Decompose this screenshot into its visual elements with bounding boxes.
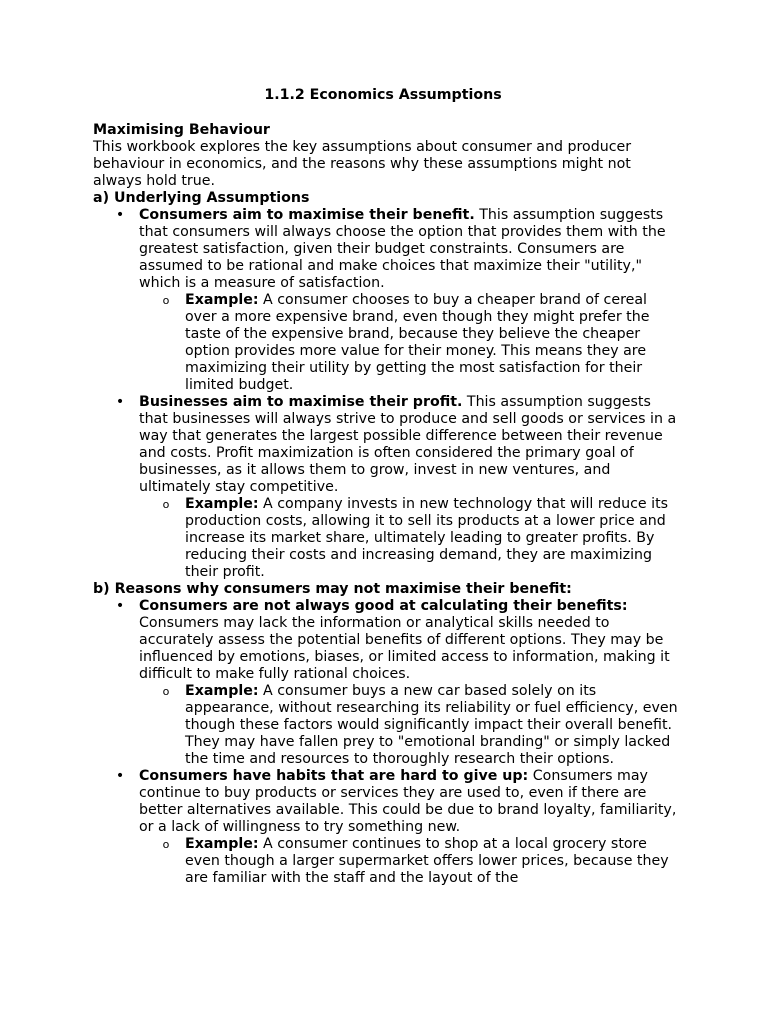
example-label: Example: <box>185 496 259 512</box>
item-lead: Consumers are not always good at calculating their benefits: <box>139 598 628 614</box>
bullet-icon: • <box>115 394 125 410</box>
part-b-heading: b) Reasons why consumers may not maximise their benefit: <box>93 581 572 597</box>
bullet-icon: • <box>115 768 125 784</box>
example-text: A consumer chooses to buy a cheaper brand of cereal over a more expensive brand, even though they might prefer the taste of the expensive brand, because they believe the cheaper option provides more value for their money. This means they are maximizing their utility by getting the most satisfaction for their limited budget. <box>185 292 650 393</box>
example-list <box>139 292 683 394</box>
circle-bullet-icon: o <box>162 294 170 307</box>
item-text: This assumption suggests that businesses will always strive to produce and sell goods or services in a way that generates the largest possible difference between their revenue and costs. Profit maximization is often considered the primary goal of businesses, as it allows them to grow, invest in new ventures, and ultimately stay competitive. <box>139 394 677 495</box>
intro-paragraph: This workbook explores the key assumptions about consumer and producer behaviour in economics, and the reasons why these assumptions might not always hold true. <box>93 139 632 189</box>
example-label: Example: <box>185 683 259 699</box>
example-list <box>139 836 683 887</box>
part-a-list <box>93 207 683 581</box>
example-item <box>139 683 683 768</box>
example-list <box>139 683 683 768</box>
circle-bullet-icon: o <box>162 685 170 698</box>
item-text: Consumers may lack the information or analytical skills needed to accurately assess the potential benefits of different options. They may be influenced by emotions, biases, or limited access to information, making it difficult to make fully rational choices. <box>139 615 670 682</box>
circle-bullet-icon: o <box>162 498 170 511</box>
bullet-icon: • <box>115 598 125 614</box>
example-text: A consumer continues to shop at a local grocery store even though a larger supermarket offers lower prices, because they are familiar with the staff and the layout of the <box>185 836 669 886</box>
list-item <box>93 598 683 768</box>
item-text: This assumption suggests that consumers will always choose the option that provides them with the greatest satisfaction, given their budget constraints. Consumers are assumed to be rational and make choices that maximize their "utility," which is a measure of satisfaction. <box>139 207 666 291</box>
example-text: A company invests in new technology that will reduce its production costs, allowing it to sell its products at a lower price and increase its market share, ultimately leading to greater profits. By reducing their costs and increasing demand, they are maximizing their profit. <box>185 496 669 580</box>
example-item <box>139 496 683 581</box>
circle-bullet-icon: o <box>162 838 170 851</box>
example-label: Example: <box>185 292 259 308</box>
example-list <box>139 496 683 581</box>
item-lead: Businesses aim to maximise their profit. <box>139 394 463 410</box>
item-lead: Consumers aim to maximise their benefit. <box>139 207 475 223</box>
bullet-icon: • <box>115 207 125 223</box>
example-text: A consumer buys a new car based solely on its appearance, without researching its reliability or fuel efficiency, even though these factors would significantly impact their overall benefit. They may have fallen prey to "emotional branding" or simply lacked the time and resources to thoroughly research their options. <box>185 683 678 767</box>
page-title: 1.1.2 Economics Assumptions <box>264 87 502 103</box>
document-body <box>93 87 683 887</box>
list-item <box>93 207 683 394</box>
list-item <box>93 394 683 581</box>
part-b-list <box>93 598 683 887</box>
list-item <box>93 768 683 887</box>
example-label: Example: <box>185 836 259 852</box>
example-item <box>139 292 683 394</box>
item-text: Consumers may continue to buy products or services they are used to, even if there are better alternatives available. This could be due to brand loyalty, familiarity, or a lack of willingness to try something new. <box>139 768 677 835</box>
example-item <box>139 836 683 887</box>
section-heading: Maximising Behaviour <box>93 122 270 138</box>
item-lead: Consumers have habits that are hard to give up: <box>139 768 529 784</box>
part-a-heading: a) Underlying Assumptions <box>93 190 310 206</box>
